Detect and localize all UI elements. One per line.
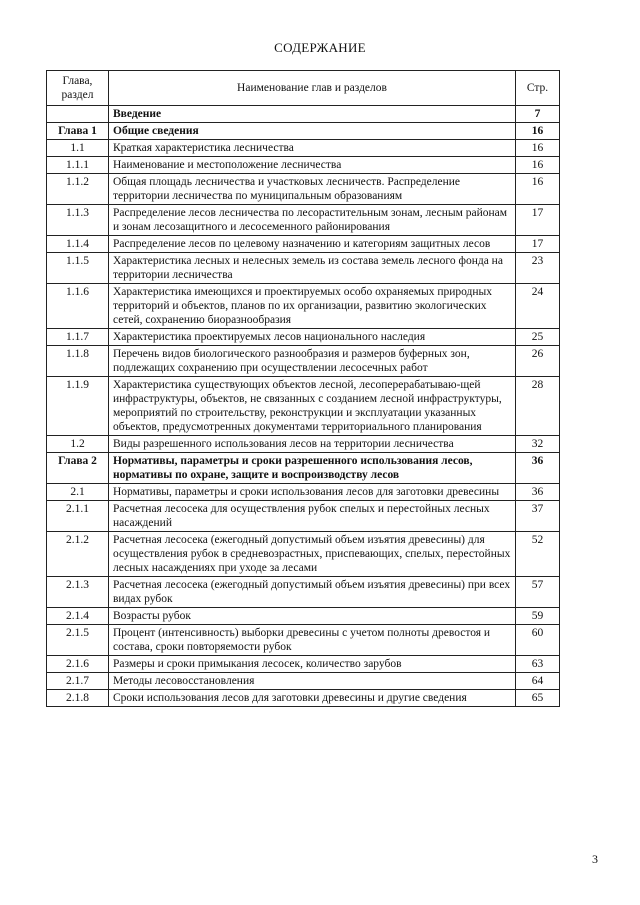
row-title: Краткая характеристика лесничества: [109, 140, 516, 157]
row-number: Глава 1: [47, 123, 109, 140]
row-page: 63: [516, 656, 560, 673]
table-row: [47, 608, 560, 625]
table-of-contents: [46, 70, 560, 707]
row-title: Сроки использования лесов для заготовки древесины и другие сведения: [109, 690, 516, 707]
table-row: [47, 532, 560, 577]
row-number: 1.1.3: [47, 205, 109, 236]
row-number: 1.1.8: [47, 346, 109, 377]
page-number: 3: [592, 852, 598, 866]
row-title: Наименование и местоположение лесничества: [109, 157, 516, 174]
document-title: СОДЕРЖАНИЕ: [274, 40, 366, 55]
row-page: 57: [516, 577, 560, 608]
row-page: 23: [516, 253, 560, 284]
row-title: Расчетная лесосека (ежегодный допустимый объем изъятия древесины) для осуществления рубок в средневозрастных, приспевающих, спелых, перестойных лесных насаждениях при уходе за лесами: [109, 532, 516, 577]
row-page: 52: [516, 532, 560, 577]
row-page: 64: [516, 673, 560, 690]
row-page: 7: [516, 106, 560, 123]
table-row: [47, 236, 560, 253]
row-title: Нормативы, параметры и сроки использования лесов для заготовки древесины: [109, 484, 516, 501]
table-row: [47, 484, 560, 501]
table-row: [47, 656, 560, 673]
row-number: 2.1.8: [47, 690, 109, 707]
row-page: 16: [516, 123, 560, 140]
row-page: 32: [516, 436, 560, 453]
row-title: Расчетная лесосека (ежегодный допустимый объем изъятия древесины) при всех видах рубок: [109, 577, 516, 608]
table-row: [47, 453, 560, 484]
row-page: 65: [516, 690, 560, 707]
row-page: 37: [516, 501, 560, 532]
header-page: Стр.: [516, 71, 560, 106]
table-row: [47, 625, 560, 656]
table-row: [47, 501, 560, 532]
table-row: [47, 140, 560, 157]
row-number: 1.1.4: [47, 236, 109, 253]
row-page: 16: [516, 174, 560, 205]
table-row: [47, 377, 560, 436]
row-title: Характеристика лесных и нелесных земель из состава земель лесного фонда на территории лесничества: [109, 253, 516, 284]
row-page: 17: [516, 205, 560, 236]
row-number: Глава 2: [47, 453, 109, 484]
row-title: Размеры и сроки примыкания лесосек, количество зарубов: [109, 656, 516, 673]
table-header-row: [47, 71, 560, 106]
row-title: Общие сведения: [109, 123, 516, 140]
row-page: 16: [516, 157, 560, 174]
row-title: Виды разрешенного использования лесов на территории лесничества: [109, 436, 516, 453]
row-title: Возрасты рубок: [109, 608, 516, 625]
row-page: 36: [516, 484, 560, 501]
row-number: 2.1.2: [47, 532, 109, 577]
row-page: 16: [516, 140, 560, 157]
row-number: 2.1.3: [47, 577, 109, 608]
row-title: Расчетная лесосека для осуществления рубок спелых и перестойных лесных насаждений: [109, 501, 516, 532]
table-row: [47, 436, 560, 453]
row-number: 2.1.7: [47, 673, 109, 690]
table-row: [47, 329, 560, 346]
row-page: 28: [516, 377, 560, 436]
row-title: Процент (интенсивность) выборки древесины с учетом полноты древостоя и состава, сроки повторяемости рубок: [109, 625, 516, 656]
row-number: 1.1.7: [47, 329, 109, 346]
row-number: 2.1.4: [47, 608, 109, 625]
row-title: Нормативы, параметры и сроки разрешенного использования лесов, нормативы по охране, защите и воспроизводству лесов: [109, 453, 516, 484]
row-number: 1.1.6: [47, 284, 109, 329]
table-row: [47, 690, 560, 707]
row-number: [47, 106, 109, 123]
header-title: Наименование глав и разделов: [109, 71, 516, 106]
row-title: Методы лесовосстановления: [109, 673, 516, 690]
table-row: [47, 106, 560, 123]
row-number: 1.1.2: [47, 174, 109, 205]
table-row: [47, 577, 560, 608]
row-number: 1.2: [47, 436, 109, 453]
row-title: Характеристика существующих объектов лесной, лесоперерабатываю-щей инфраструктуры, объектов, не связанных с созданием лесной инфраструктуры, мероприятий по строительству, реконструкции и эксплуатации указанных объектов, предусмотренных документами территориального планирования: [109, 377, 516, 436]
row-number: 2.1.5: [47, 625, 109, 656]
row-page: 25: [516, 329, 560, 346]
row-title: Характеристика имеющихся и проектируемых особо охраняемых природных территорий и объектов, планов по их организации, развитию экологических сетей, сохранению биоразнообразия: [109, 284, 516, 329]
row-number: 2.1: [47, 484, 109, 501]
table-row: [47, 174, 560, 205]
row-page: 60: [516, 625, 560, 656]
row-page: 26: [516, 346, 560, 377]
row-number: 1.1.1: [47, 157, 109, 174]
table-row: [47, 253, 560, 284]
row-page: 36: [516, 453, 560, 484]
row-number: 2.1.1: [47, 501, 109, 532]
row-title: Характеристика проектируемых лесов национального наследия: [109, 329, 516, 346]
row-title: Распределение лесов лесничества по лесорастительным зонам, лесным районам и зонам лесозащитного и лесосеменного районирования: [109, 205, 516, 236]
row-page: 59: [516, 608, 560, 625]
table-row: [47, 205, 560, 236]
row-number: 1.1.9: [47, 377, 109, 436]
header-chapter: Глава, раздел: [47, 71, 109, 106]
table-row: [47, 673, 560, 690]
row-page: 17: [516, 236, 560, 253]
row-number: 1.1.5: [47, 253, 109, 284]
row-number: 2.1.6: [47, 656, 109, 673]
row-title: Распределение лесов по целевому назначению и категориям защитных лесов: [109, 236, 516, 253]
row-title: Введение: [109, 106, 516, 123]
row-title: Перечень видов биологического разнообразия и размеров буферных зон, подлежащих сохранению при осуществлении лесосечных работ: [109, 346, 516, 377]
table-row: [47, 123, 560, 140]
row-number: 1.1: [47, 140, 109, 157]
table-row: [47, 284, 560, 329]
table-row: [47, 346, 560, 377]
row-title: Общая площадь лесничества и участковых лесничеств. Распределение территории лесничества по муниципальным образованиям: [109, 174, 516, 205]
table-row: [47, 157, 560, 174]
row-page: 24: [516, 284, 560, 329]
